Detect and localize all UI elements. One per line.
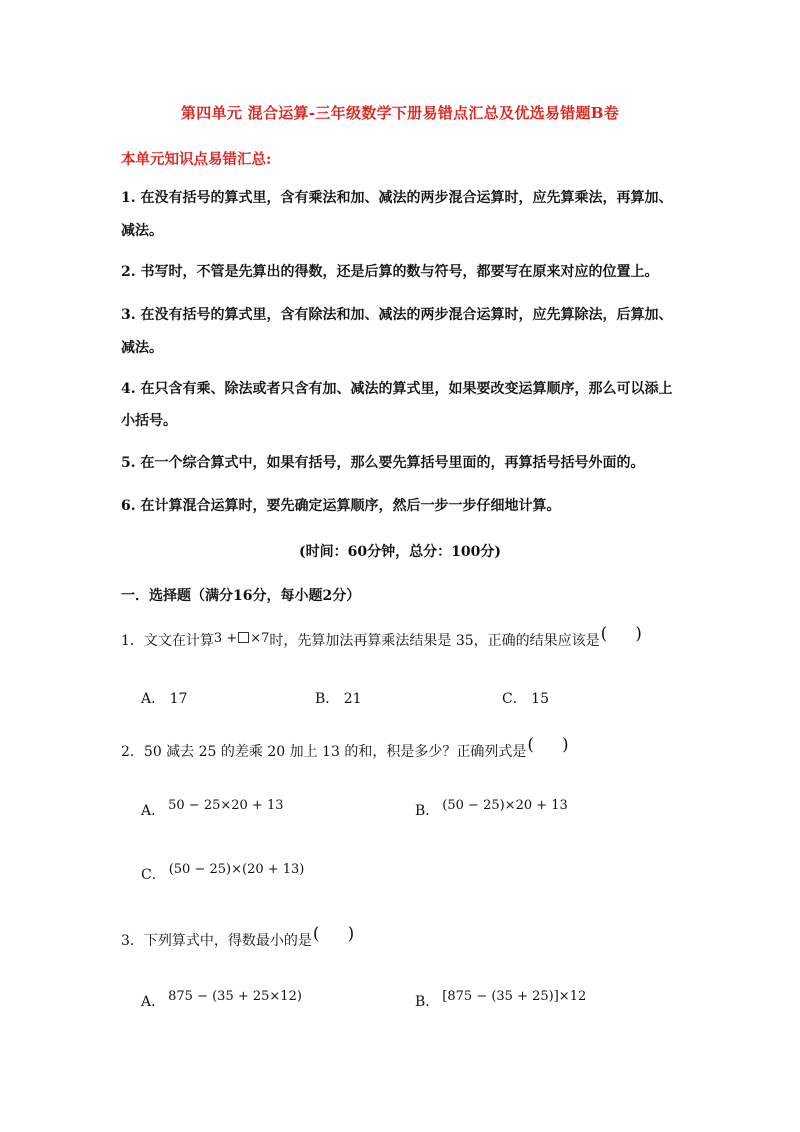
- question-2-option-a[interactable]: [141, 800, 284, 820]
- option-text: 21: [343, 691, 362, 707]
- option-text: 50 − 25×20 + 13: [168, 798, 284, 813]
- option-label: A．: [141, 803, 166, 819]
- option-label: C．: [502, 691, 527, 707]
- question-3-text: 3．下列算式中，得数最小的是: [121, 933, 312, 949]
- option-label: C．: [141, 867, 166, 883]
- question-1-option-b[interactable]: [315, 688, 362, 708]
- knowledge-point-3-line2: 减法。: [121, 340, 163, 356]
- section-one-heading: 一．选择题（满分16分，每小题2分）: [121, 588, 361, 604]
- paren-open: (: [600, 624, 608, 644]
- question-3: [121, 924, 355, 950]
- expr-part-a: 3 +: [213, 631, 238, 646]
- option-text: 17: [169, 691, 188, 707]
- summary-heading: 本单元知识点易错汇总:: [121, 151, 272, 168]
- knowledge-point-5: 5. 在一个综合算式中，如果有括号，那么要先算括号里面的，再算括号括号外面的。: [121, 455, 645, 471]
- knowledge-point-4-line1: 4. 在只含有乘、除法或者只含有加、减法的算式里，如果要改变运算顺序，那么可以添上: [121, 381, 673, 397]
- option-label: B．: [415, 994, 440, 1010]
- answer-blank[interactable]: [601, 624, 642, 644]
- knowledge-point-6: 6. 在计算混合运算时，要先确定运算顺序，然后一步一步仔细地计算。: [121, 498, 561, 514]
- paren-open: (: [312, 924, 320, 944]
- option-text: (50 − 25)×20 + 13: [442, 798, 568, 813]
- paren-close: ): [635, 624, 642, 644]
- question-2-option-b[interactable]: [415, 800, 568, 820]
- paren-close: ): [347, 924, 355, 944]
- option-label: B．: [415, 803, 440, 819]
- question-3-option-b[interactable]: [415, 991, 586, 1011]
- question-3-option-a[interactable]: [141, 991, 302, 1011]
- knowledge-point-1-line2: 减法。: [121, 223, 163, 239]
- question-2-option-c[interactable]: [141, 864, 304, 884]
- option-label: A．: [141, 691, 166, 707]
- knowledge-point-4-line2: 小括号。: [121, 413, 177, 429]
- knowledge-point-1-line1: 1. 在没有括号的算式里，含有乘法和加、减法的两步混合运算时，应先算乘法，再算加、: [121, 190, 673, 206]
- option-text: 875 − (35 + 25×12): [168, 989, 302, 1004]
- option-text: [875 − (35 + 25)]×12: [442, 989, 587, 1004]
- option-label: A．: [141, 994, 166, 1010]
- document-title: 第四单元 混合运算-三年级数学下册易错点汇总及优选易错题B卷: [180, 104, 620, 122]
- knowledge-point-2: 2. 书写时，不管是先算出的得数，还是后算的数与符号，都要写在原来对应的位置上。: [121, 264, 659, 280]
- question-2-text: 2．50 减去 25 的差乘 20 加上 13 的和，积是多少？正确列式是: [121, 744, 527, 760]
- expr-part-b: ×7: [250, 631, 270, 646]
- question-1-prefix: 1．文文在计算: [121, 633, 214, 649]
- question-1-option-a[interactable]: [141, 688, 187, 708]
- answer-blank[interactable]: [527, 735, 568, 755]
- knowledge-point-3-line1: 3. 在没有括号的算式里，含有除法和加、减法的两步混合运算时，应先算除法，后算加、: [121, 307, 673, 323]
- answer-blank[interactable]: [313, 924, 354, 944]
- option-label: B．: [315, 691, 340, 707]
- question-1-option-c[interactable]: [502, 688, 549, 708]
- question-2: [121, 735, 569, 761]
- option-text: 15: [531, 691, 549, 707]
- blank-box-icon: [238, 632, 249, 643]
- paren-open: (: [527, 735, 534, 755]
- paren-close: ): [561, 735, 569, 755]
- question-1-expression: [214, 631, 269, 646]
- option-text: (50 − 25)×(20 + 13): [168, 862, 305, 877]
- question-1: [121, 624, 642, 650]
- time-info: (时间：60分钟，总分：100分): [299, 544, 501, 560]
- question-1-suffix: 时，先算加法再算乘法结果是 35，正确的结果应该是: [269, 633, 600, 649]
